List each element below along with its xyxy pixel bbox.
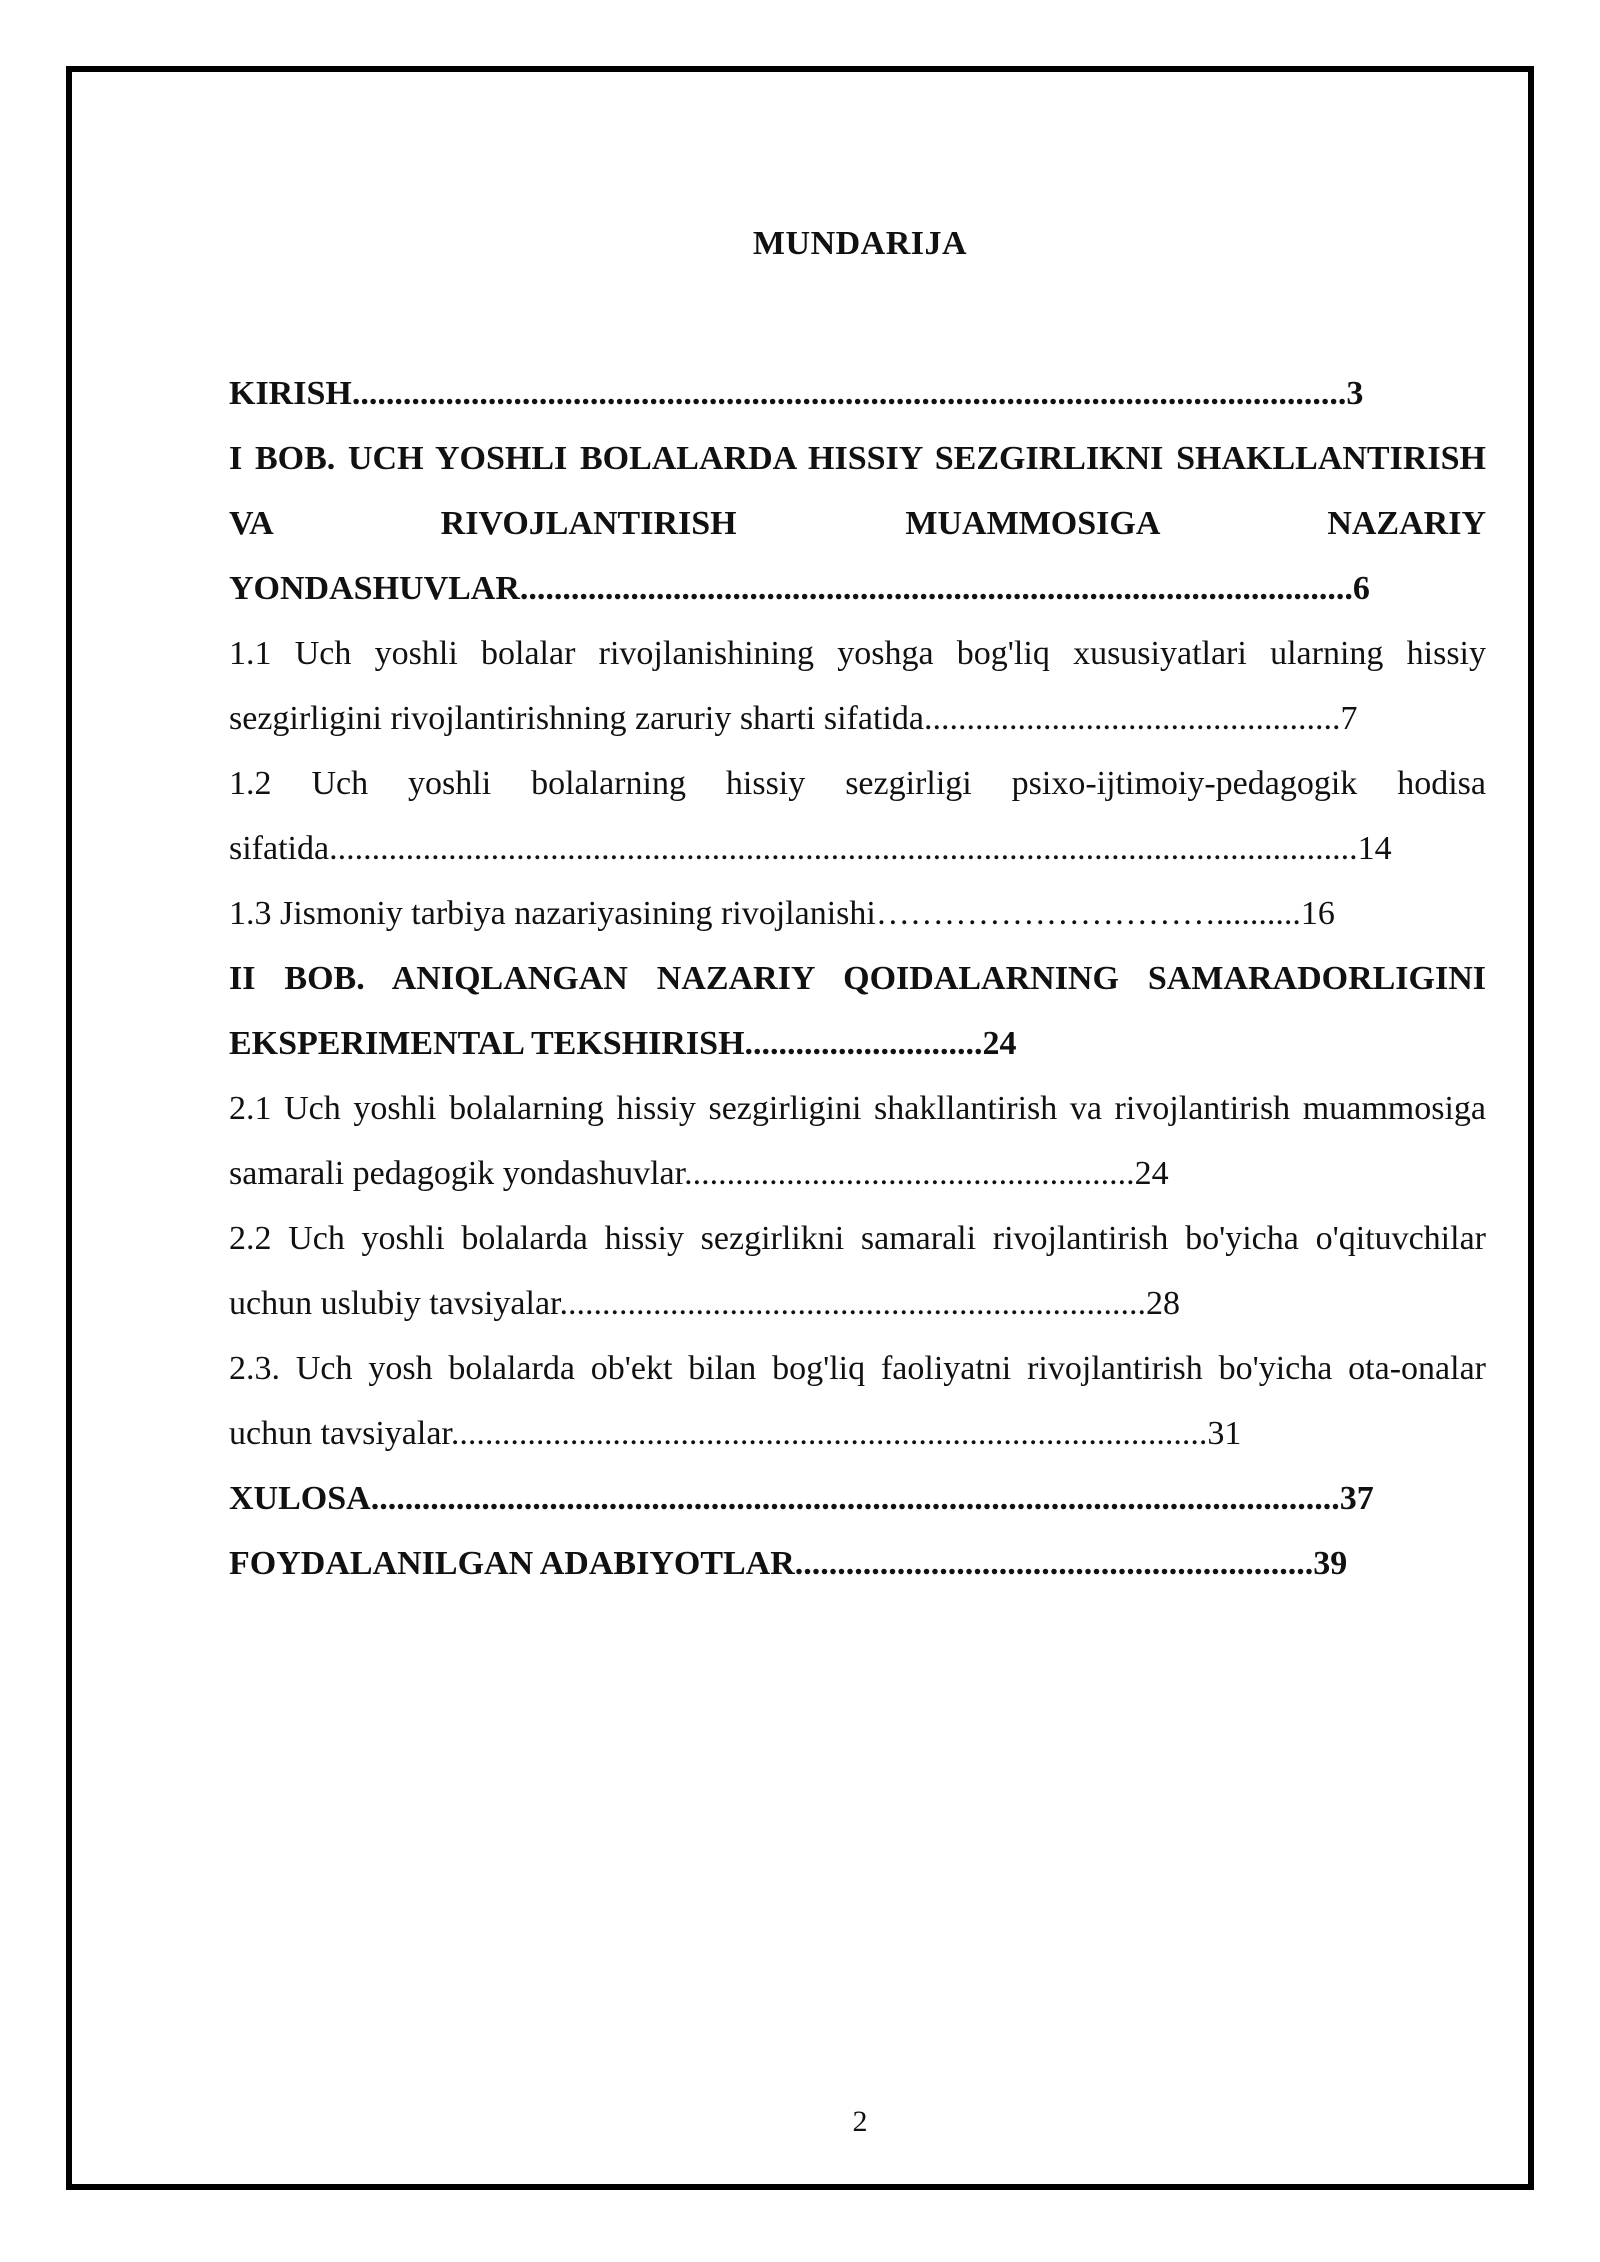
toc-entry-section-2-3: 2.3. Uch yosh bolalarda ob'ekt bilan bog'liq faoliyatni rivojlantirish bo'yicha ota-onalar uchun tavsiyalar.........................................................................................31: [229, 1350, 1486, 1452]
toc-entry-section-2-1: 2.1 Uch yoshli bolalarning hissiy sezgirligini shakllantirish va rivojlantirish muammosiga samarali pedagogik yondashuvlar.....................................................24: [229, 1090, 1486, 1192]
toc-entry-section-2-2: 2.2 Uch yoshli bolalarda hissiy sezgirlikni samarali rivojlantirish bo'yicha o'qituvchilar uchun uslubiy tavsiyalar.....................................................................28: [229, 1220, 1486, 1322]
toc-entry-section-1-3: 1.3 Jismoniy tarbiya nazariyasining rivojlanishi…………………………..........16: [229, 895, 1335, 932]
toc-entry-chapter-2: II BOB. ANIQLANGAN NAZARIY QOIDALARNING SAMARADORLIGINI EKSPERIMENTAL TEKSHIRISH............................24: [229, 960, 1486, 1062]
toc-entry-kirish: KIRISH.....................................................................................................................3: [229, 375, 1364, 412]
table-of-contents: [229, 361, 1486, 1596]
page-number: 2: [852, 2105, 868, 2138]
document-title: MUNDARIJA: [752, 225, 968, 262]
toc-entry-chapter-1: I BOB. UCH YOSHLI BOLALARDA HISSIY SEZGIRLIKNI SHAKLLANTIRISH VA RIVOJLANTIRISH MUAMMOSIGA NAZARIY YONDASHUVLAR..................................................................................................6: [229, 440, 1486, 607]
toc-entry-section-1-2: 1.2 Uch yoshli bolalarning hissiy sezgirligi psixo-ijtimoiy-pedagogik hodisa sifatida.........................................................................................................................14: [229, 765, 1486, 867]
toc-entry-references: FOYDALANILGAN ADABIYOTLAR.............................................................39: [229, 1545, 1348, 1582]
toc-entry-section-1-1: 1.1 Uch yoshli bolalar rivojlanishining yoshga bog'liq xususiyatlari ularning hissiy sezgirligini rivojlantirishning zaruriy sharti sifatida.................................................7: [229, 635, 1486, 737]
toc-entry-xulosa: XULOSA..................................................................................................................37: [229, 1480, 1374, 1517]
